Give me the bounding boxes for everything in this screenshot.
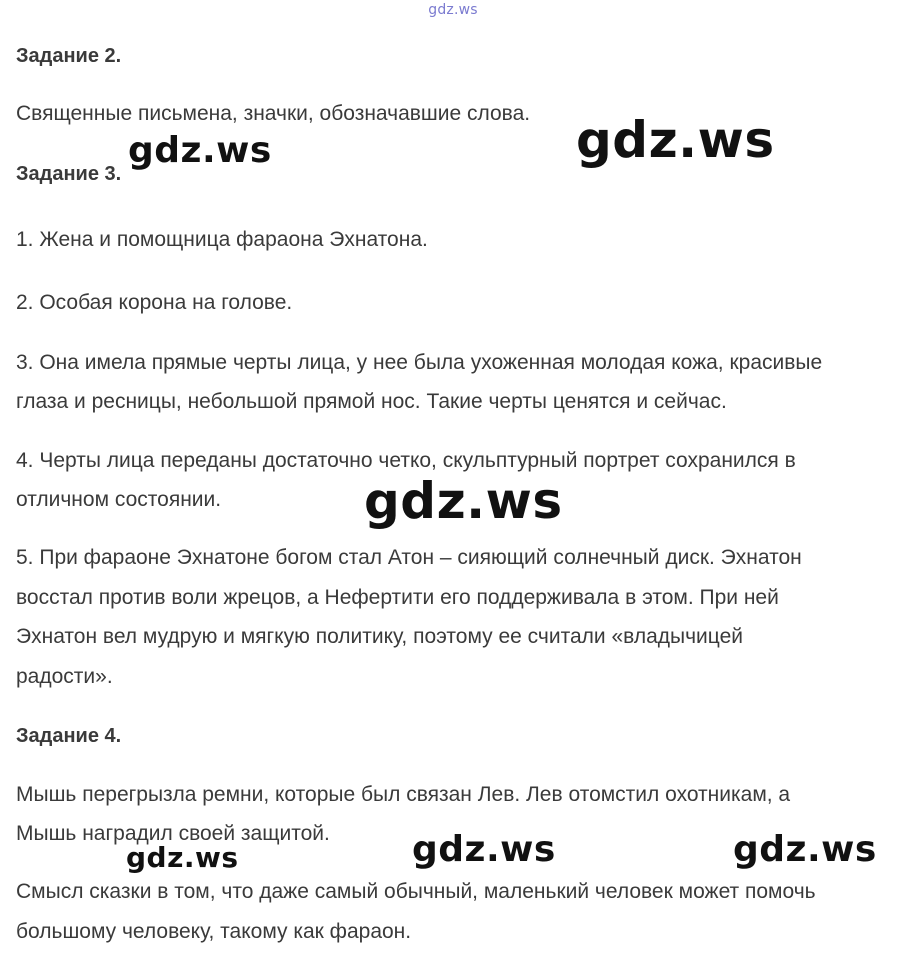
watermark: gdz.ws	[576, 111, 775, 169]
task3-item4-line2: отличном состоянии.	[16, 488, 222, 511]
task3-heading: Задание 3.	[16, 163, 122, 185]
watermark: gdz.ws	[412, 829, 556, 870]
task3-item1: 1. Жена и помощница фараона Эхнатона.	[16, 228, 428, 251]
task3-item5-line4: радости».	[16, 665, 113, 688]
watermark: gdz.ws	[733, 829, 877, 870]
task3-item3-line1: 3. Она имела прямые черты лица, у нее была ухоженная молодая кожа, красивые	[16, 351, 823, 374]
task4-p2-line1: Смысл сказки в том, что даже самый обычный, маленький человек может помочь	[16, 880, 816, 903]
watermark: gdz.ws	[126, 841, 239, 874]
task4-p1-line2: Мышь наградил своей защитой.	[16, 822, 330, 845]
task2-heading: Задание 2.	[16, 45, 122, 67]
task2-text: Священные письмена, значки, обозначавшие слова.	[16, 102, 531, 125]
watermark: gdz.ws	[364, 472, 563, 530]
site-mark: gdz.ws	[428, 2, 478, 18]
task4-heading: Задание 4.	[16, 725, 122, 747]
watermark: gdz.ws	[128, 130, 272, 171]
task4-p2-line2: большому человеку, такому как фараон.	[16, 920, 412, 943]
task3-item2: 2. Особая корона на голове.	[16, 291, 293, 314]
task3-item5-line3: Эхнатон вел мудрую и мягкую политику, поэтому ее считали «владычицей	[16, 625, 743, 648]
task3-item4-line1: 4. Черты лица переданы достаточно четко, скульптурный портрет сохранился в	[16, 449, 796, 472]
task4-p1-line1: Мышь перегрызла ремни, которые был связан Лев. Лев отомстил охотникам, а	[16, 783, 791, 806]
task3-item5-line1: 5. При фараоне Эхнатоне богом стал Атон – сияющий солнечный диск. Эхнатон	[16, 546, 802, 569]
task3-item3-line2: глаза и ресницы, небольшой прямой нос. Такие черты ценятся и сейчас.	[16, 390, 727, 413]
task3-item5-line2: восстал против воли жрецов, а Нефертити его поддерживала в этом. При ней	[16, 586, 779, 609]
